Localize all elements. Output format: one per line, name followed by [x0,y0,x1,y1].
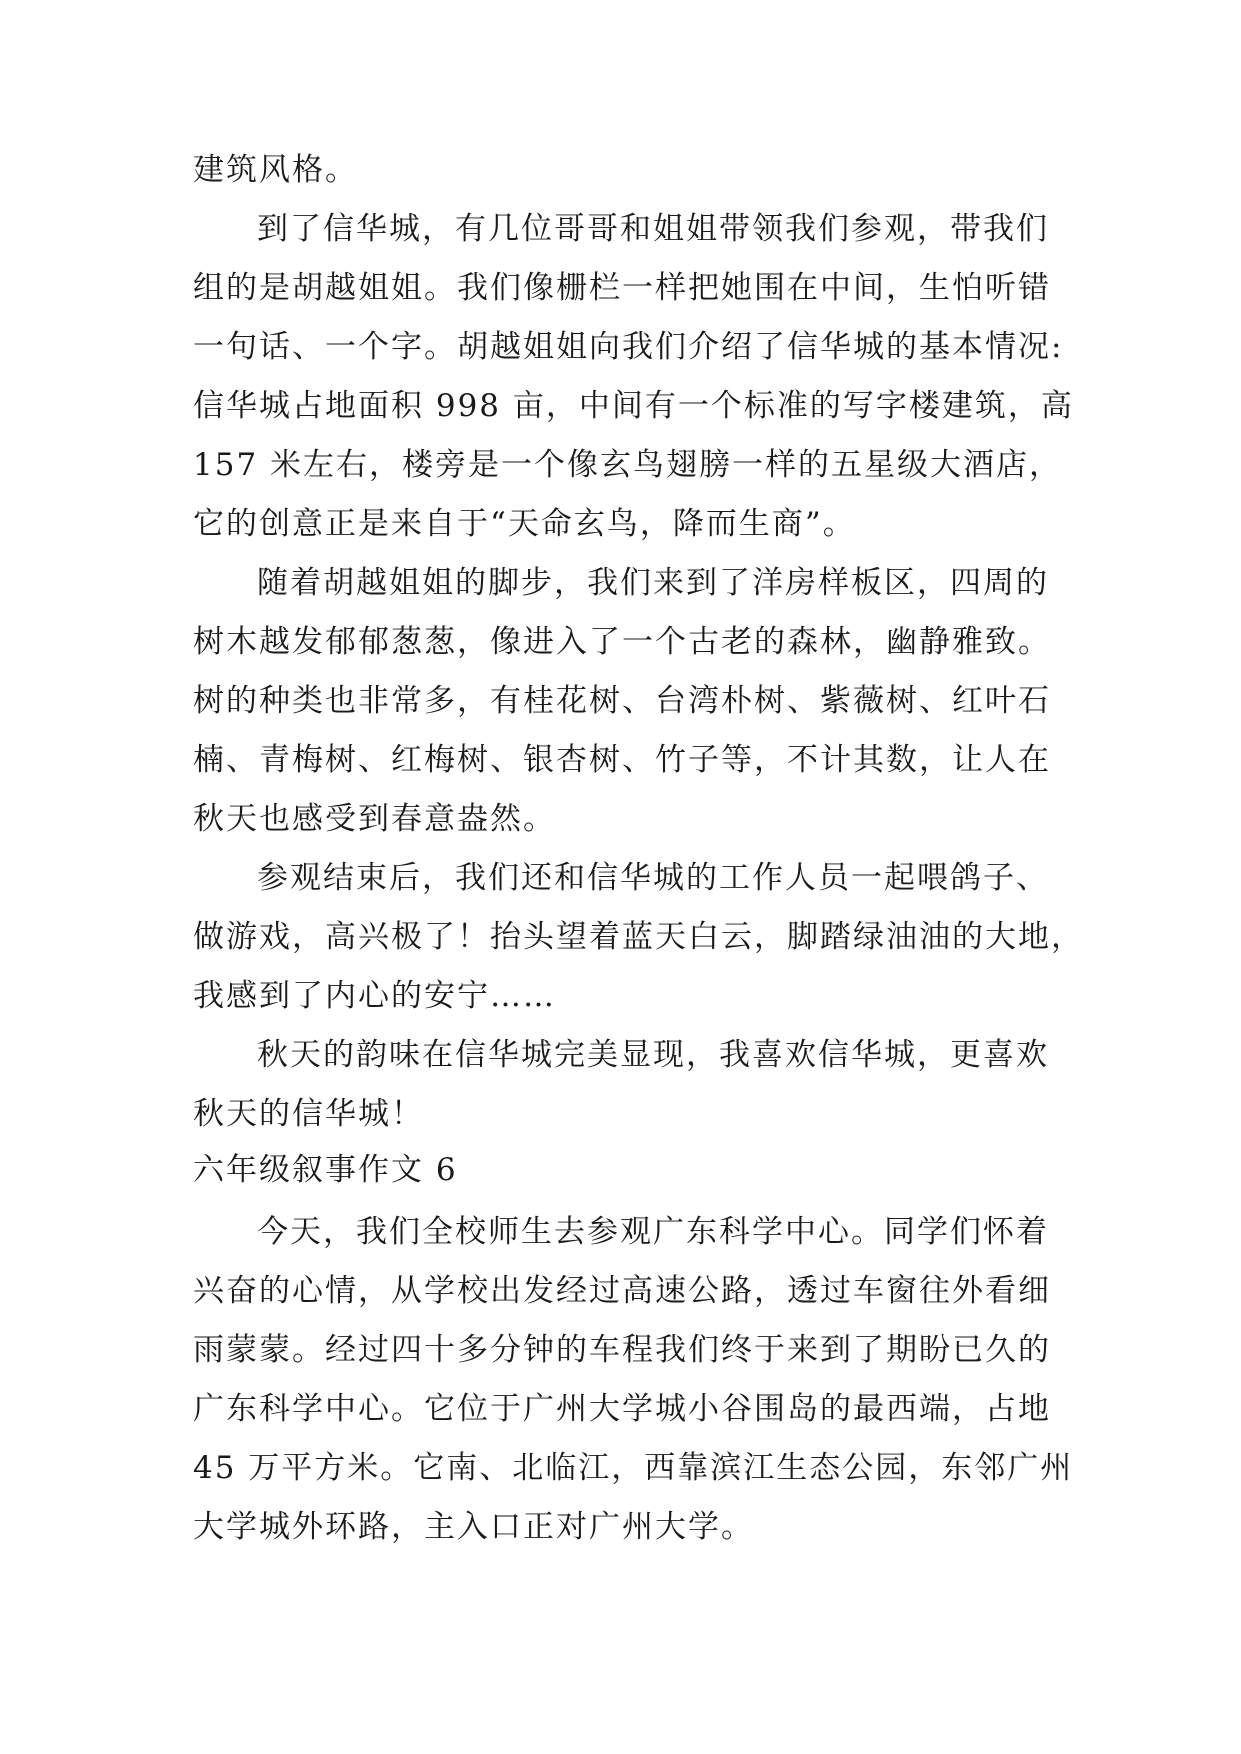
text-line: 树的种类也非常多，有桂花树、台湾朴树、紫薇树、红叶石 [193,683,1051,719]
section-heading: 六年级叙事作文 6 [193,1152,458,1188]
paragraph-start-line: 参观结束后，我们还和信华城的工作人员一起喂鸽子、 [257,860,1049,896]
text-line: 做游戏，高兴极了！抬头望着蓝天白云，脚踏绿油油的大地， [193,919,1084,955]
text-line: 它的创意正是来自于“天命玄鸟，降而生商”。 [193,506,856,542]
text-line: 楠、青梅树、红梅树、银杏树、竹子等，不计其数，让人在 [193,742,1051,778]
text-line: 秋天也感受到春意盎然。 [193,801,556,837]
text-line: 一句话、一个字。胡越姐姐向我们介绍了信华城的基本情况: [193,329,1064,365]
text-line: 树木越发郁郁葱葱，像进入了一个古老的森林，幽静雅致。 [193,624,1051,660]
text-line: 我感到了内心的安宁…… [193,978,556,1014]
text-line: 大学城外环路，主入口正对广州大学。 [193,1509,754,1545]
text-line: 组的是胡越姐姐。我们像栅栏一样把她围在中间，生怕听错 [193,270,1051,306]
text-line: 建筑风格。 [193,152,358,188]
paragraph-start-line: 秋天的韵味在信华城完美显现，我喜欢信华城，更喜欢 [257,1037,1049,1073]
text-line: 157 米左右，楼旁是一个像玄鸟翅膀一样的五星级大酒店， [193,447,1063,483]
text-line: 45 万平方米。它南、北临江，西靠滨江生态公园，东邻广州 [193,1450,1074,1486]
text-line: 广东科学中心。它位于广州大学城小谷围岛的最西端，占地 [193,1391,1051,1427]
paragraph-start-line: 今天，我们全校师生去参观广东科学中心。同学们怀着 [257,1214,1049,1250]
text-line: 秋天的信华城！ [193,1096,424,1132]
text-line: 雨蒙蒙。经过四十多分钟的车程我们终于来到了期盼已久的 [193,1332,1051,1368]
paragraph-start-line: 到了信华城，有几位哥哥和姐姐带领我们参观，带我们 [257,211,1049,247]
text-line: 信华城占地面积 998 亩，中间有一个标准的写字楼建筑，高 [193,388,1074,424]
text-line: 兴奋的心情，从学校出发经过高速公路，透过车窗往外看细 [193,1273,1051,1309]
paragraph-start-line: 随着胡越姐姐的脚步，我们来到了洋房样板区，四周的 [257,565,1049,601]
